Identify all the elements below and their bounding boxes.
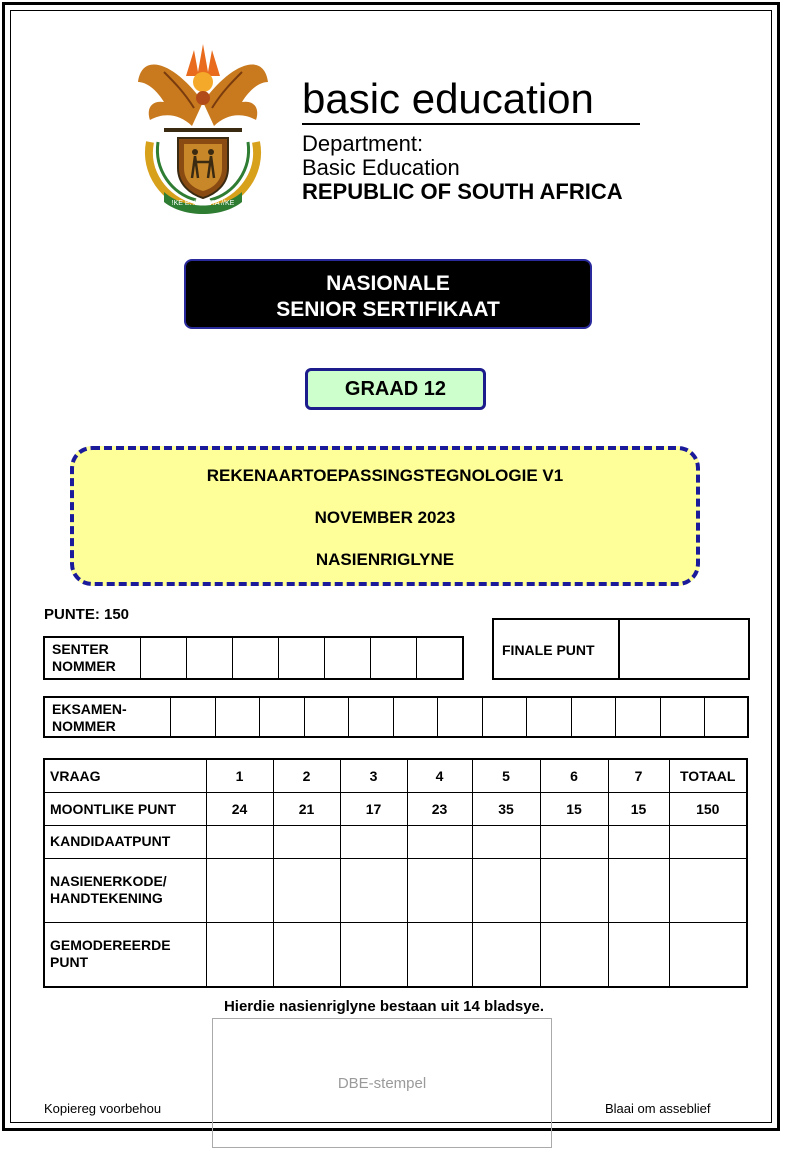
possible-total: 150 — [669, 793, 747, 826]
grade-badge: GRAAD 12 — [305, 368, 486, 410]
brand-title: basic education — [302, 75, 594, 122]
exam-number-cell[interactable] — [705, 698, 747, 736]
question-number: 5 — [472, 759, 540, 793]
moderated-marks-label — [44, 922, 206, 987]
certificate-line-2: SENIOR SERTIFIKAAT — [276, 298, 500, 321]
mark-entry-cell[interactable] — [206, 922, 273, 987]
mark-entry-cell[interactable] — [608, 922, 669, 987]
exam-number-cell[interactable] — [572, 698, 617, 736]
country-name: REPUBLIC OF SOUTH AFRICA — [302, 179, 623, 204]
department-name: Basic Education — [302, 155, 460, 180]
exam-number-cell[interactable] — [216, 698, 261, 736]
question-number: 7 — [608, 759, 669, 793]
mark-entry-cell[interactable] — [340, 826, 407, 859]
possible-marks-row — [44, 793, 747, 826]
centre-number-cell[interactable] — [371, 638, 417, 678]
candidate-marks-row — [44, 826, 747, 859]
question-number: 3 — [340, 759, 407, 793]
candidate-marks-label: KANDIDAATPUNT — [44, 826, 206, 859]
exam-number-cell[interactable] — [483, 698, 528, 736]
question-number: 6 — [540, 759, 608, 793]
mark-entry-cell[interactable] — [669, 922, 747, 987]
mark-entry-cell[interactable] — [669, 858, 747, 922]
centre-number-cell[interactable] — [187, 638, 233, 678]
exam-number-label-line-2: NOMMER — [52, 718, 116, 734]
mark-entry-cell[interactable] — [608, 858, 669, 922]
coat-of-arms-motto: !KE E: /XARRA //KE — [171, 200, 235, 207]
mark-entry-cell[interactable] — [407, 922, 472, 987]
mark-entry-cell[interactable] — [407, 826, 472, 859]
centre-number-label-line-2: NOMMER — [52, 658, 116, 674]
exam-number-cell[interactable] — [616, 698, 661, 736]
question-number: 4 — [407, 759, 472, 793]
moderated-marks-label-line-1: GEMODEREERDE — [50, 937, 171, 954]
total-header: TOTAAL — [669, 759, 747, 793]
mark-entry-cell[interactable] — [540, 858, 608, 922]
marker-signature-row — [44, 858, 747, 922]
exam-number-grid — [43, 696, 749, 738]
centre-number-cell[interactable] — [417, 638, 462, 678]
centre-number-label-line-1: SENTER — [52, 641, 109, 657]
dbe-stamp-area — [212, 1018, 552, 1148]
mark-entry-cell[interactable] — [540, 922, 608, 987]
exam-number-cell[interactable] — [349, 698, 394, 736]
exam-session: NOVEMBER 2023 — [314, 508, 456, 527]
mark-entry-cell[interactable] — [206, 826, 273, 859]
certificate-line-1: NASIONALE — [326, 272, 450, 295]
centre-number-cell[interactable] — [141, 638, 187, 678]
centre-number-label — [45, 638, 141, 678]
mark-entry-cell[interactable] — [669, 826, 747, 859]
exam-number-cell[interactable] — [305, 698, 350, 736]
possible-mark: 24 — [206, 793, 273, 826]
mark-entry-cell[interactable] — [340, 922, 407, 987]
mark-entry-cell[interactable] — [472, 826, 540, 859]
mark-entry-cell[interactable] — [273, 858, 340, 922]
centre-number-grid — [43, 636, 464, 680]
possible-mark: 15 — [540, 793, 608, 826]
mark-entry-cell[interactable] — [608, 826, 669, 859]
subject-panel — [70, 446, 700, 586]
turn-over-notice: Blaai om asseblief — [605, 1101, 711, 1116]
table-header-row — [44, 759, 747, 793]
question-number: 1 — [206, 759, 273, 793]
coat-of-arms-logo — [134, 42, 272, 214]
certificate-banner — [184, 259, 592, 329]
question-number: 2 — [273, 759, 340, 793]
brand-underline — [302, 123, 640, 125]
subject-name: REKENAARTOEPASSINGSTEGNOLOGIE V1 — [206, 466, 564, 485]
marker-signature-label-line-1: NASIENERKODE/ — [50, 873, 167, 890]
exam-number-label-line-1: EKSAMEN- — [52, 701, 127, 717]
mark-entry-cell[interactable] — [540, 826, 608, 859]
copyright-notice: Kopiereg voorbehou — [44, 1101, 162, 1116]
mark-entry-cell[interactable] — [273, 826, 340, 859]
moderated-marks-row — [44, 922, 747, 987]
mark-entry-cell[interactable] — [472, 922, 540, 987]
marker-signature-label-line-2: HANDTEKENING — [50, 890, 163, 907]
marks-table — [43, 758, 748, 988]
exam-number-cell[interactable] — [438, 698, 483, 736]
department-label: Department: — [302, 131, 424, 156]
exam-number-cell[interactable] — [171, 698, 216, 736]
centre-number-cell[interactable] — [233, 638, 279, 678]
stamp-label: DBE-stempel — [337, 1075, 427, 1092]
exam-number-cell[interactable] — [661, 698, 706, 736]
centre-number-cell[interactable] — [279, 638, 325, 678]
marker-signature-label — [44, 858, 206, 922]
exam-number-cell[interactable] — [260, 698, 305, 736]
possible-mark: 17 — [340, 793, 407, 826]
mark-entry-cell[interactable] — [340, 858, 407, 922]
exam-number-label — [45, 698, 171, 736]
possible-mark: 35 — [472, 793, 540, 826]
document-type: NASIENRIGLYNE — [315, 550, 455, 569]
possible-mark: 23 — [407, 793, 472, 826]
question-header: VRAAG — [44, 759, 206, 793]
final-mark-box — [492, 618, 750, 680]
exam-number-cell[interactable] — [394, 698, 439, 736]
exam-number-cell[interactable] — [527, 698, 572, 736]
mark-entry-cell[interactable] — [472, 858, 540, 922]
possible-mark: 15 — [608, 793, 669, 826]
final-mark-label: FINALE PUNT — [494, 620, 620, 678]
total-marks-label: PUNTE: 150 — [44, 606, 130, 623]
possible-mark: 21 — [273, 793, 340, 826]
mark-entry-cell[interactable] — [206, 858, 273, 922]
possible-marks-label: MOONTLIKE PUNT — [44, 793, 206, 826]
mark-entry-cell[interactable] — [273, 922, 340, 987]
final-mark-cell[interactable] — [620, 620, 748, 678]
page-count-note: Hierdie nasienriglyne bestaan uit 14 bladsye. — [223, 998, 545, 1015]
moderated-marks-label-line-2: PUNT — [50, 954, 89, 971]
centre-number-cell[interactable] — [325, 638, 371, 678]
mark-entry-cell[interactable] — [407, 858, 472, 922]
